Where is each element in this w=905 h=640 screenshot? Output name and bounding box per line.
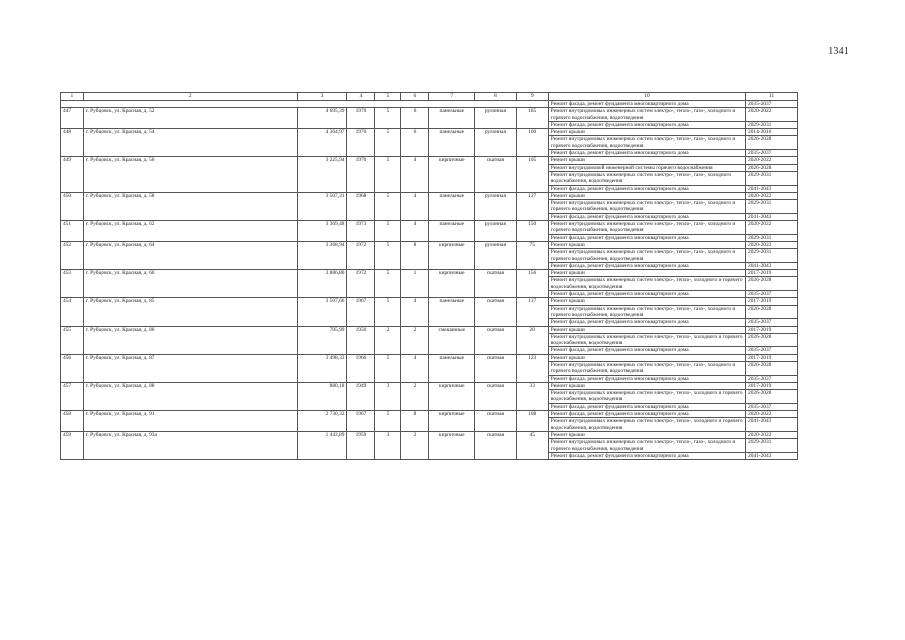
repair-work-cell: Ремонт внутридомовых инженерных систем электро-, тепло-, газо-, холодного и горячего водоснабжения, водоотведения <box>548 439 745 453</box>
repair-period-cell: 2026-2028 <box>746 277 798 291</box>
record-number-cell: 455 <box>61 326 84 354</box>
wall-material-cell: кирпичные <box>429 157 475 192</box>
repair-work-cell: Ремонт крыши <box>548 129 745 136</box>
repair-work-cell: Ремонт крыши <box>548 241 745 248</box>
record-number-cell: 450 <box>61 192 84 220</box>
repair-work-cell: Ремонт фасада, ремонт фундамента многоквартирного дома <box>548 452 745 459</box>
address-cell: г. Рубцовск, ул. Красная, д. 87 <box>83 354 297 382</box>
build-year-cell: 1949 <box>347 382 375 410</box>
entrances-cell: 4 <box>401 192 429 220</box>
repair-work-cell: Ремонт фасада, ремонт фундамента многоквартирного дома <box>548 234 745 241</box>
total-area-cell: 4 695,39 <box>297 108 347 129</box>
repair-period-cell: 2020-2022 <box>746 431 798 438</box>
build-year-cell: 1968 <box>347 192 375 220</box>
total-area-cell: 880,18 <box>297 382 347 410</box>
repair-period-cell: 2035-2037 <box>746 150 798 157</box>
continuation-blank-cell <box>61 101 549 108</box>
roof-type-cell: скатная <box>475 431 517 459</box>
floors-cell: 5 <box>375 411 401 432</box>
total-area-cell: 3 507,31 <box>297 192 347 220</box>
address-cell: г. Рубцовск, ул. Красная, д. 86 <box>83 326 297 354</box>
address-cell: г. Рубцовск, ул. Красная, д. 56 <box>83 157 297 192</box>
repair-period-cell: 2035-2037 <box>746 403 798 410</box>
roof-type-cell: скатная <box>475 298 517 326</box>
repair-work-cell: Ремонт внутридомовых инженерных систем электро-, тепло-, холодного и горячего водоснабжения, водоотведения <box>548 333 745 347</box>
column-header: 11 <box>746 93 798 101</box>
repair-work-cell: Ремонт крыши <box>548 270 745 277</box>
repair-period-cell: 2026-2028 <box>746 390 798 404</box>
repair-work-cell: Ремонт крыши <box>548 354 745 361</box>
repair-work-cell: Ремонт внутридомовых инженерных систем электро-, тепло-, газо-, холодного и горячего водоснабжения, водоотведения <box>548 305 745 319</box>
build-year-cell: 1970 <box>347 157 375 192</box>
repair-work-cell: Ремонт внутридомовых инженерных систем электро-, тепло-, холодного и горячего водоснабжения, водоотведения <box>548 277 745 291</box>
residents-cell: 150 <box>516 221 548 242</box>
repair-period-cell: 2029-2031 <box>746 249 798 263</box>
residents-cell: 160 <box>516 129 548 157</box>
record-number-cell: 453 <box>61 270 84 298</box>
entrances-cell: 8 <box>401 241 429 269</box>
floors-cell: 5 <box>375 157 401 192</box>
table-row <box>61 157 798 164</box>
residents-cell: 108 <box>516 411 548 432</box>
total-area-cell: 2 730,32 <box>297 411 347 432</box>
repair-period-cell: 2014-2016 <box>746 129 798 136</box>
column-header: 9 <box>516 93 548 101</box>
total-area-cell: 3 886,80 <box>297 270 347 298</box>
repair-work-cell: Ремонт фасада, ремонт фундамента многоквартирного дома <box>548 101 745 108</box>
repair-period-cell: 2041-2043 <box>746 213 798 220</box>
residents-cell: 105 <box>516 157 548 192</box>
wall-material-cell: панельные <box>429 108 475 129</box>
roof-type-cell: рулонная <box>475 241 517 269</box>
wall-material-cell: смешанные <box>429 326 475 354</box>
record-number-cell: 451 <box>61 221 84 242</box>
repair-work-cell: Ремонт внутридомовых инженерных систем электро-, тепло-, газо-, холодного водоснабжения, водоотведения <box>548 171 745 185</box>
repair-period-cell: 2035-2037 <box>746 375 798 382</box>
table-row <box>61 221 798 235</box>
roof-type-cell: рулонная <box>475 221 517 242</box>
repair-work-cell: Ремонт крыши <box>548 298 745 305</box>
roof-type-cell: скатная <box>475 382 517 410</box>
entrances-cell: 6 <box>401 129 429 157</box>
address-cell: г. Рубцовск, ул. Красная, д. 85 <box>83 298 297 326</box>
wall-material-cell: кирпичные <box>429 411 475 432</box>
page-number: 1341 <box>828 46 849 57</box>
repair-work-cell: Ремонт фасада, ремонт фундамента многоквартирного дома <box>548 121 745 128</box>
repair-work-cell: Ремонт внутридомовых инженерных систем электро-, тепло-, газо-, холодного и горячего водоснабжения, водоотведения <box>548 200 745 214</box>
roof-type-cell: рулонная <box>475 192 517 220</box>
repair-period-cell: 2035-2037 <box>746 319 798 326</box>
continuation-row <box>61 101 798 108</box>
repair-work-cell: Ремонт фасада, ремонт фундамента многоквартирного дома <box>548 411 745 418</box>
table-body <box>61 101 798 460</box>
repair-period-cell: 2017-2019 <box>746 298 798 305</box>
table-row <box>61 298 798 305</box>
repair-work-cell: Ремонт крыши <box>548 192 745 199</box>
repair-period-cell: 2041-2043 <box>746 452 798 459</box>
record-number-cell: 452 <box>61 241 84 269</box>
floors-cell: 5 <box>375 241 401 269</box>
repair-period-cell: 2041-2043 <box>746 418 798 432</box>
record-number-cell: 457 <box>61 382 84 410</box>
residents-cell: 117 <box>516 298 548 326</box>
repair-work-cell: Ремонт фасада, ремонт фундамента многоквартирного дома <box>548 213 745 220</box>
entrances-cell: 1 <box>401 270 429 298</box>
repair-work-cell: Ремонт внутридомовых инженерных систем электро-, тепло-, газо-, холодного и горячего водоснабжения, водоотведения <box>548 361 745 375</box>
repair-work-cell: Ремонт внутридомовых инженерных систем электро-, тепло-, газо-, холодного и горячего водоснабжения, водоотведения <box>548 108 745 122</box>
build-year-cell: 1950 <box>347 326 375 354</box>
repair-work-cell: Ремонт крыши <box>548 431 745 438</box>
table-row <box>61 354 798 361</box>
column-header: 8 <box>475 93 517 101</box>
repair-work-cell: Ремонт крыши <box>548 382 745 389</box>
roof-type-cell: рулонная <box>475 108 517 129</box>
repair-work-cell: Ремонт внутридомовых инженерных систем электро-, тепло-, газо-, холодного и горячего водоснабжения, водоотведения <box>548 221 745 235</box>
repair-work-cell: Ремонт фасада, ремонт фундамента многоквартирного дома <box>548 262 745 269</box>
build-year-cell: 1972 <box>347 270 375 298</box>
entrances-cell: 4 <box>401 221 429 242</box>
repair-period-cell: 2017-2019 <box>746 354 798 361</box>
record-number-cell: 449 <box>61 157 84 192</box>
repair-period-cell: 2020-2022 <box>746 192 798 199</box>
repair-period-cell: 2029-2031 <box>746 234 798 241</box>
repair-work-cell: Ремонт внутридомовых инженерных систем электро-, тепло-, холодного и горячего водоснабжения, водоотведения <box>548 390 745 404</box>
address-cell: г. Рубцовск, ул. Красная, д. 62 <box>83 221 297 242</box>
repair-work-cell: Ремонт фасада, ремонт фундамента многоквартирного дома <box>548 185 745 192</box>
residents-cell: 185 <box>516 108 548 129</box>
wall-material-cell: кирпичные <box>429 431 475 459</box>
residents-cell: 45 <box>516 431 548 459</box>
repair-work-cell: Ремонт внутридомовой инженерной системы горячего водоснабжения <box>548 164 745 171</box>
record-number-cell: 458 <box>61 411 84 432</box>
floors-cell: 5 <box>375 221 401 242</box>
wall-material-cell: кирпичные <box>429 382 475 410</box>
address-cell: г. Рубцовск, ул. Красная, д. 93а <box>83 431 297 459</box>
address-cell: г. Рубцовск, ул. Красная, д. 66 <box>83 270 297 298</box>
table-row <box>61 241 798 248</box>
entrances-cell: 4 <box>401 354 429 382</box>
repair-period-cell: 2026-2028 <box>746 305 798 319</box>
roof-type-cell: скатная <box>475 270 517 298</box>
repair-period-cell: 2035-2037 <box>746 101 798 108</box>
roof-type-cell: скатная <box>475 157 517 192</box>
repair-period-cell: 2020-2022 <box>746 241 798 248</box>
residents-cell: 75 <box>516 241 548 269</box>
repair-period-cell: 2026-2028 <box>746 164 798 171</box>
repair-work-cell: Ремонт внутридомовых инженерных систем электро-, тепло-, газо-, холодного и горячего водоснабжения, водоотведения <box>548 136 745 150</box>
repair-period-cell: 2041-2043 <box>746 185 798 192</box>
floors-cell: 3 <box>375 431 401 459</box>
address-cell: г. Рубцовск, ул. Красная, д. 58 <box>83 192 297 220</box>
total-area-cell: 705,99 <box>297 326 347 354</box>
address-cell: г. Рубцовск, ул. Красная, д. 91 <box>83 411 297 432</box>
floors-cell: 5 <box>375 192 401 220</box>
column-header: 10 <box>548 93 745 101</box>
repair-period-cell: 2026-2028 <box>746 361 798 375</box>
repair-period-cell: 2017-2019 <box>746 326 798 333</box>
build-year-cell: 1967 <box>347 411 375 432</box>
repair-work-cell: Ремонт фасада, ремонт фундамента многоквартирного дома <box>548 403 745 410</box>
repair-work-cell: Ремонт фасада, ремонт фундамента многоквартирного дома <box>548 319 745 326</box>
total-area-cell: 3 507,66 <box>297 298 347 326</box>
address-cell: г. Рубцовск, ул. Красная, д. 64 <box>83 241 297 269</box>
build-year-cell: 1970 <box>347 108 375 129</box>
repair-period-cell: 2020-2022 <box>746 411 798 418</box>
address-cell: г. Рубцовск, ул. Красная, д. 88 <box>83 382 297 410</box>
total-area-cell: 3 498,33 <box>297 354 347 382</box>
repair-period-cell: 2029-2031 <box>746 439 798 453</box>
repair-period-cell: 2026-2028 <box>746 136 798 150</box>
repair-period-cell: 2029-2031 <box>746 171 798 185</box>
column-header: 2 <box>83 93 297 101</box>
total-area-cell: 3 369,48 <box>297 221 347 242</box>
entrances-cell: 8 <box>401 411 429 432</box>
residents-cell: 20 <box>516 326 548 354</box>
build-year-cell: 1967 <box>347 298 375 326</box>
entrances-cell: 4 <box>401 298 429 326</box>
record-number-cell: 447 <box>61 108 84 129</box>
repair-period-cell: 2041-2043 <box>746 262 798 269</box>
repair-period-cell: 2035-2037 <box>746 291 798 298</box>
entrances-cell: 2 <box>401 382 429 410</box>
wall-material-cell: кирпичные <box>429 241 475 269</box>
floors-cell: 5 <box>375 108 401 129</box>
build-year-cell: 1970 <box>347 129 375 157</box>
column-header: 5 <box>375 93 401 101</box>
table-row <box>61 192 798 199</box>
build-year-cell: 1973 <box>347 221 375 242</box>
record-number-cell: 459 <box>61 431 84 459</box>
table-row <box>61 129 798 136</box>
floors-cell: 2 <box>375 326 401 354</box>
record-number-cell: 456 <box>61 354 84 382</box>
column-header: 3 <box>297 93 347 101</box>
repair-period-cell: 2029-2031 <box>746 200 798 214</box>
capital-repair-table <box>60 92 798 460</box>
total-area-cell: 3 368,94 <box>297 241 347 269</box>
repair-work-cell: Ремонт крыши <box>548 157 745 164</box>
build-year-cell: 1959 <box>347 431 375 459</box>
repair-period-cell: 2020-2022 <box>746 221 798 235</box>
total-area-cell: 4 364,97 <box>297 129 347 157</box>
total-area-cell: 3 225,94 <box>297 157 347 192</box>
table-row <box>61 326 798 333</box>
entrances-cell: 4 <box>401 157 429 192</box>
floors-cell: 5 <box>375 129 401 157</box>
table-row <box>61 382 798 389</box>
floors-cell: 3 <box>375 382 401 410</box>
repair-work-cell: Ремонт внутридомовых инженерных систем электро-, тепло-, газо-, холодного и горячего водоснабжения, водоотведения <box>548 249 745 263</box>
entrances-cell: 6 <box>401 108 429 129</box>
column-number-header-row <box>61 93 798 101</box>
column-header: 1 <box>61 93 84 101</box>
table-row <box>61 270 798 277</box>
wall-material-cell: панельные <box>429 298 475 326</box>
residents-cell: 33 <box>516 382 548 410</box>
repair-work-cell: Ремонт фасада, ремонт фундамента многоквартирного дома <box>548 375 745 382</box>
address-cell: г. Рубцовск, ул. Красная, д. 52 <box>83 108 297 129</box>
table-row <box>61 411 798 418</box>
table-row <box>61 431 798 438</box>
build-year-cell: 1972 <box>347 241 375 269</box>
record-number-cell: 448 <box>61 129 84 157</box>
record-number-cell: 454 <box>61 298 84 326</box>
roof-type-cell: скатная <box>475 326 517 354</box>
residents-cell: 123 <box>516 354 548 382</box>
repair-work-cell: Ремонт фасада, ремонт фундамента многоквартирного дома <box>548 150 745 157</box>
repair-work-cell: Ремонт внутридомовых инженерных систем электро-, тепло-, холодного и горячего водоснабжения, водоотведения <box>548 418 745 432</box>
entrances-cell: 2 <box>401 326 429 354</box>
floors-cell: 5 <box>375 270 401 298</box>
wall-material-cell: панельные <box>429 192 475 220</box>
roof-type-cell: скатная <box>475 354 517 382</box>
build-year-cell: 1966 <box>347 354 375 382</box>
repair-work-cell: Ремонт крыши <box>548 326 745 333</box>
residents-cell: 156 <box>516 270 548 298</box>
repair-period-cell: 2020-2022 <box>746 157 798 164</box>
wall-material-cell: панельные <box>429 354 475 382</box>
repair-period-cell: 2029-2031 <box>746 121 798 128</box>
column-header: 7 <box>429 93 475 101</box>
residents-cell: 127 <box>516 192 548 220</box>
repair-period-cell: 2017-2019 <box>746 270 798 277</box>
repair-work-cell: Ремонт фасада, ремонт фундамента многоквартирного дома <box>548 291 745 298</box>
floors-cell: 5 <box>375 354 401 382</box>
address-cell: г. Рубцовск, ул. Красная, д. 54 <box>83 129 297 157</box>
repair-period-cell: 2026-2028 <box>746 333 798 347</box>
wall-material-cell: панельные <box>429 129 475 157</box>
floors-cell: 5 <box>375 298 401 326</box>
wall-material-cell: панельные <box>429 221 475 242</box>
roof-type-cell: рулонная <box>475 129 517 157</box>
column-header: 6 <box>401 93 429 101</box>
roof-type-cell: скатная <box>475 411 517 432</box>
repair-work-cell: Ремонт фасада, ремонт фундамента многоквартирного дома <box>548 347 745 354</box>
repair-period-cell: 2020-2022 <box>746 108 798 122</box>
table-row <box>61 108 798 122</box>
entrances-cell: 2 <box>401 431 429 459</box>
total-area-cell: 1 443,89 <box>297 431 347 459</box>
column-header: 4 <box>347 93 375 101</box>
wall-material-cell: кирпичные <box>429 270 475 298</box>
repair-period-cell: 2017-2019 <box>746 382 798 389</box>
repair-period-cell: 2035-2037 <box>746 347 798 354</box>
